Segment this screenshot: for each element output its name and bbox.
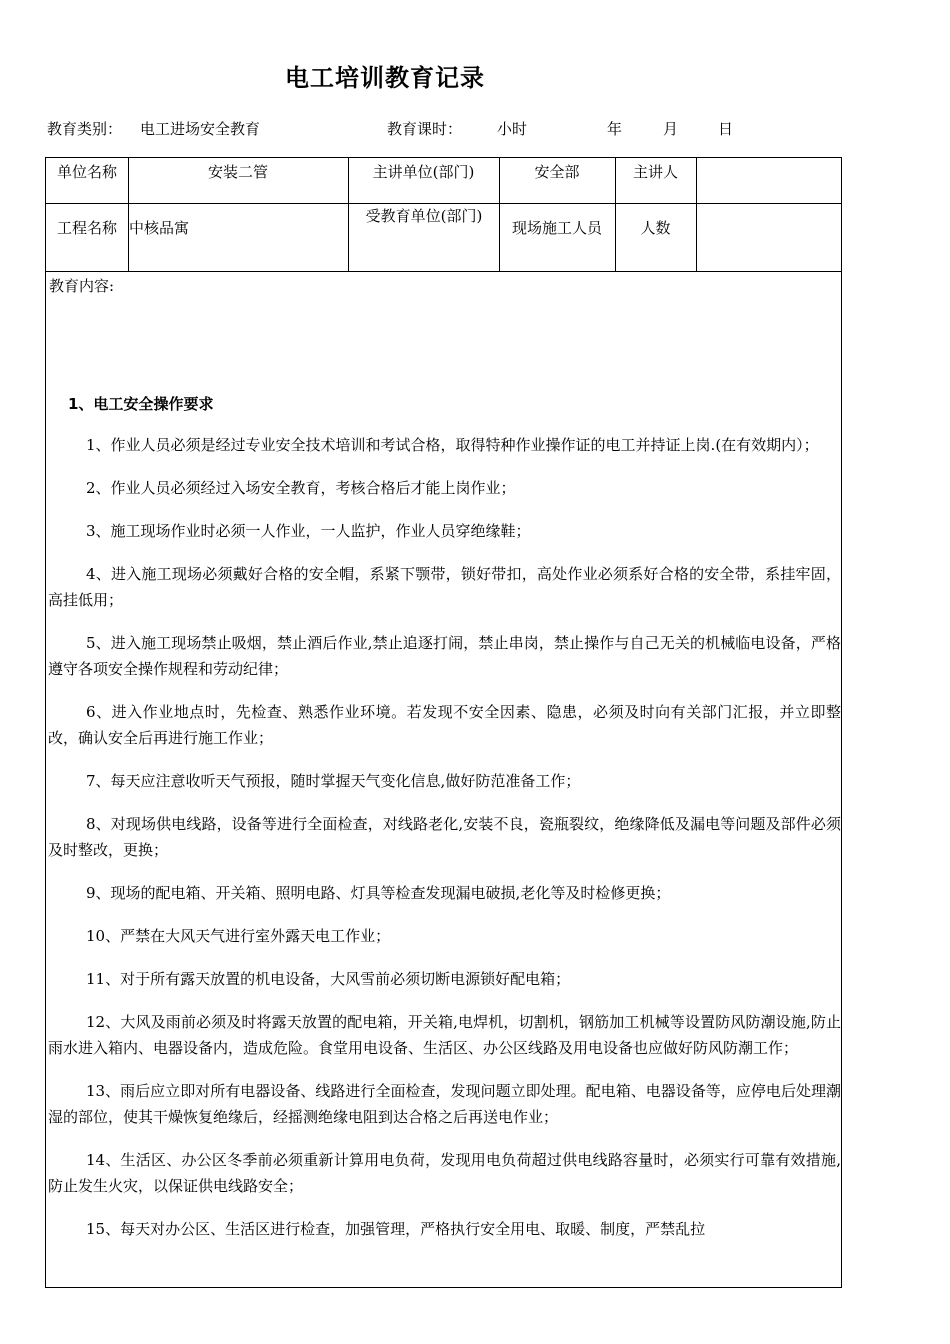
list-item: 13、雨后应立即对所有电器设备、线路进行全面检查，发现问题立即处理。配电箱、电器设备等，应停电后处理潮湿的部位，使其干燥恢复绝缘后，经摇测绝缘电阻到达合格之后再送电作业； [48,1082,841,1126]
list-item: 7、每天应注意收听天气预报，随时掌握天气变化信息,做好防范准备工作； [86,772,581,790]
unit-name-value: 安装二管 [207,163,268,181]
year-label: 年 [607,120,623,138]
day-label: 日 [718,120,734,138]
column-divider [696,158,697,271]
lecture-unit-label: 主讲单位(部门) [372,163,475,181]
lecture-unit-value: 安全部 [534,163,580,181]
list-item: 4、进入施工现场必须戴好合格的安全帽，系紧下颚带，锁好带扣，高处作业必须系好合格的安全带，系挂牢固，高挂低用； [48,565,841,609]
list-item: 15、每天对办公区、生活区进行检查，加强管理，严格执行安全用电、取暖、制度，严禁乱拉 [86,1220,706,1238]
category-value: 电工进场安全教育 [140,120,261,138]
list-item: 12、大风及雨前必须及时将露天放置的配电箱，开关箱,电焊机，切割机，钢筋加工机械等设置防风防潮设施,防止雨水进入箱内、电器设备内，造成危险。食堂用电设备、生活区、办公区线路及用电设备也应做好防风防潮工作； [48,1013,841,1057]
list-item: 2、作业人员必须经过入场安全教育，考核合格后才能上岗作业； [86,479,516,497]
lecturer-label: 主讲人 [632,163,678,181]
hours-label: 教育课时： [387,120,463,138]
list-item: 3、施工现场作业时必须一人作业，一人监护，作业人员穿绝缘鞋； [86,522,531,540]
count-label: 人数 [640,219,671,237]
month-label: 月 [663,120,679,138]
list-item: 11、对于所有露天放置的机电设备，大风雪前必须切断电源锁好配电箱； [86,970,571,988]
list-item: 9、现场的配电箱、开关箱、照明电路、灯具等检查发现漏电破损,老化等及时检修更换； [86,884,671,902]
educated-unit-label: 受教育单位(部门) [365,207,483,225]
list-item: 6、进入作业地点时，先检查、熟悉作业环境。若发现不安全因素、隐患，必须及时向有关部门汇报，并立即整改，确认安全后再进行施工作业； [48,703,841,747]
list-item: 14、生活区、办公区冬季前必须重新计算用电负荷，发现用电负荷超过供电线路容量时，必须实行可靠有效措施,防止发生火灾，以保证供电线路安全； [48,1151,841,1195]
content-label: 教育内容: [49,277,115,295]
category-label: 教育类别： [47,120,123,138]
unit-name-label: 单位名称 [56,163,117,181]
list-item: 1、作业人员必须是经过专业安全技术培训和考试合格，取得特种作业操作证的电工并持证上岗.(在有效期内）； [86,436,819,454]
document-title: 电工培训教育记录 [285,64,485,92]
list-item: 8、对现场供电线路，设备等进行全面检查，对线路老化,安装不良，瓷瓶裂纹，绝缘降低及漏电等问题及部件必须及时整改，更换； [48,815,841,859]
educated-unit-value: 现场施工人员 [511,219,602,237]
record-table [45,157,842,1288]
education-content [48,393,841,1259]
list-item: 10、严禁在大风天气进行室外露天电工作业； [86,927,391,945]
section-heading: 1、电工安全操作要求 [68,395,214,413]
project-name-value: 中核品寓 [129,219,190,237]
list-item: 5、进入施工现场禁止吸烟，禁止酒后作业,禁止追逐打闹，禁止串岗，禁止操作与自己无关的机械临电设备，严格遵守各项安全操作规程和劳动纪律； [48,634,841,678]
row-divider [46,271,841,272]
hours-unit: 小时 [497,120,528,138]
project-name-label: 工程名称 [56,219,117,237]
